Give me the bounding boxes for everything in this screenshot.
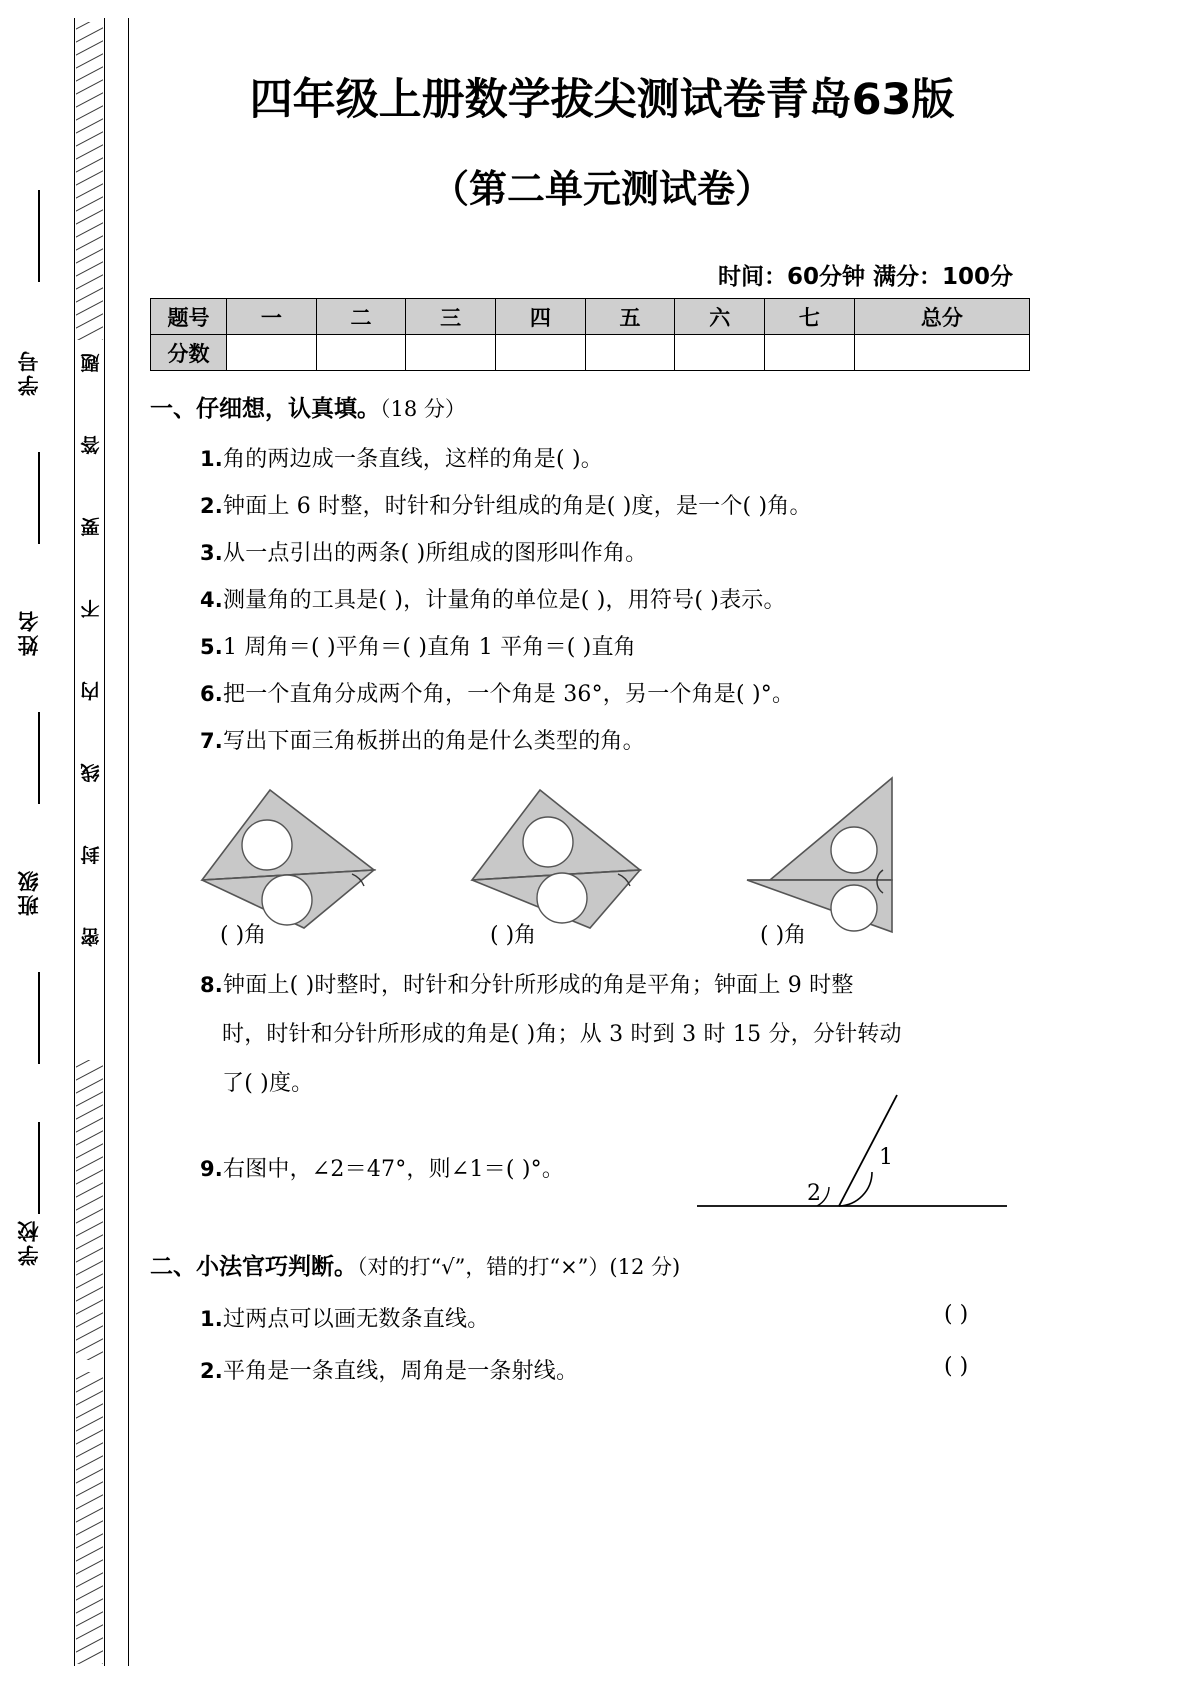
score-table-col-4: 五 <box>585 299 675 335</box>
question-1-1 <box>200 442 603 473</box>
question-1-8-line1 <box>200 968 854 999</box>
question-1-9 <box>200 1152 564 1183</box>
seal-label-student-number: 学号 <box>17 348 41 396</box>
score-cell-1[interactable] <box>316 335 406 371</box>
score-cell-6[interactable] <box>765 335 855 371</box>
question-1-8-text-3: 了( )度。 <box>222 1071 314 1096</box>
figure-label-2: ( )角 <box>490 923 537 948</box>
question-1-4 <box>200 583 786 614</box>
question-2-1-number: 1. <box>200 1307 223 1331</box>
question-2-2-text: 平角是一条直线，周角是一条射线。 <box>223 1359 579 1384</box>
question-1-4-number: 4. <box>200 588 223 612</box>
seal-rule-2 <box>38 452 40 544</box>
question-2-2-answer-blank[interactable]: ( ) <box>944 1354 969 1379</box>
seal-divider-line-1 <box>74 18 75 1666</box>
question-1-2 <box>200 489 812 520</box>
score-cell-5[interactable] <box>675 335 765 371</box>
seal-char-6: 封 <box>80 843 100 865</box>
question-2-1-answer-blank[interactable]: ( ) <box>944 1302 969 1327</box>
question-1-6 <box>200 677 794 708</box>
question-1-6-text: 把一个直角分成两个角，一个角是 36°，另一个角是( )°。 <box>223 682 795 707</box>
question-1-8-text-1: 钟面上( )时整时，时针和分针所形成的角是平角；钟面上 9 时整 <box>223 973 854 998</box>
question-1-5-number: 5. <box>200 635 223 659</box>
triangle-board-figure-3 <box>742 760 982 935</box>
score-table-col-6: 七 <box>765 299 855 335</box>
seal-char-0: 题 <box>80 351 100 373</box>
question-1-6-number: 6. <box>200 682 223 706</box>
seal-divider-line-3 <box>128 18 129 1666</box>
angle-label-2: 2 <box>807 1181 821 1206</box>
score-cell-4[interactable] <box>585 335 675 371</box>
seal-rule-4 <box>38 972 40 1064</box>
seal-rule-1 <box>38 190 40 282</box>
seal-char-3: 不 <box>80 597 100 619</box>
seal-char-2: 要 <box>80 515 100 537</box>
score-table-row-label-0: 题号 <box>151 299 227 335</box>
section-one-heading <box>150 390 466 423</box>
exam-sheet <box>142 0 1191 1684</box>
question-1-7 <box>200 724 645 755</box>
triangle-board-figure-2 <box>462 770 702 930</box>
section-two-points: （对的打“√”，错的打“×”）(12 分) <box>357 1255 681 1279</box>
section-two-heading <box>150 1248 680 1281</box>
score-table-col-0: 一 <box>227 299 317 335</box>
seal-rule-3 <box>38 712 40 804</box>
score-table-col-7: 总分 <box>854 299 1029 335</box>
score-table-score-row <box>151 335 1030 371</box>
score-table-col-2: 三 <box>406 299 496 335</box>
angle-label-1: 1 <box>879 1145 893 1170</box>
seal-char-4: 内 <box>80 679 100 701</box>
page-title: 四年级上册数学拔尖测试卷青岛63版 <box>249 75 955 125</box>
seal-hatch-top <box>76 22 103 340</box>
question-1-2-text: 钟面上 6 时整，时针和分针组成的角是( )度，是一个( )角。 <box>223 494 812 519</box>
seal-hatch-middle <box>76 1060 103 1360</box>
question-1-5-text: 1 周角＝( )平角＝( )直角 1 平角＝( )直角 <box>223 635 636 660</box>
figure-label-3: ( )角 <box>760 923 807 948</box>
section-one-points: （18 分） <box>380 397 466 421</box>
question-1-3-text: 从一点引出的两条( )所组成的图形叫作角。 <box>223 541 648 566</box>
question-1-3-number: 3. <box>200 541 223 565</box>
triangle-board-figure-1 <box>192 770 432 930</box>
score-table <box>150 298 1030 371</box>
section-one-title: 一、仔细想，认真填。 <box>150 396 380 422</box>
question-1-8-line3 <box>222 1066 313 1097</box>
question-1-1-number: 1. <box>200 447 223 471</box>
question-1-9-text: 右图中，∠2＝47°，则∠1＝( )°。 <box>223 1157 565 1182</box>
score-cell-7[interactable] <box>854 335 1029 371</box>
figure-label-1: ( )角 <box>220 923 267 948</box>
section-two-title: 二、小法官巧判断。 <box>150 1254 357 1280</box>
seal-label-name: 姓名 <box>17 608 41 656</box>
question-2-2 <box>200 1354 578 1385</box>
score-table-header-row <box>151 299 1030 335</box>
score-table-col-1: 二 <box>316 299 406 335</box>
score-table-col-3: 四 <box>496 299 586 335</box>
question-1-9-number: 9. <box>200 1157 223 1181</box>
question-1-2-number: 2. <box>200 494 223 518</box>
seal-label-school: 学校 <box>17 1218 41 1266</box>
question-2-1 <box>200 1302 489 1333</box>
page-subtitle: （第二单元测试卷） <box>430 167 773 211</box>
score-table-row-label-1: 分数 <box>151 335 227 371</box>
seal-margin <box>0 0 142 1684</box>
question-1-8-number: 8. <box>200 973 223 997</box>
question-1-7-number: 7. <box>200 729 223 753</box>
question-1-5 <box>200 630 636 661</box>
exam-meta: 时间：60分钟 满分：100分 <box>717 264 1013 290</box>
question-1-4-text: 测量角的工具是( )，计量角的单位是( )，用符号( )表示。 <box>223 588 786 613</box>
seal-divider-line-2 <box>104 18 105 1666</box>
seal-char-5: 线 <box>80 761 100 783</box>
score-table-col-5: 六 <box>675 299 765 335</box>
score-cell-0[interactable] <box>227 335 317 371</box>
seal-char-7: 密 <box>80 925 100 947</box>
score-cell-3[interactable] <box>496 335 586 371</box>
question-1-8-text-2: 时，时针和分针所形成的角是( )角；从 3 时到 3 时 15 分，分针转动 <box>222 1022 902 1047</box>
question-1-8-line2 <box>222 1017 902 1048</box>
seal-char-1: 答 <box>80 433 100 455</box>
question-2-2-number: 2. <box>200 1359 223 1383</box>
seal-rule-5 <box>38 1122 40 1214</box>
question-1-7-text: 写出下面三角板拼出的角是什么类型的角。 <box>223 729 645 754</box>
seal-hatch-bottom <box>76 1372 103 1664</box>
question-1-1-text: 角的两边成一条直线，这样的角是( )。 <box>223 447 603 472</box>
seal-label-class: 班级 <box>17 868 41 916</box>
score-cell-2[interactable] <box>406 335 496 371</box>
question-1-3 <box>200 536 647 567</box>
angle-diagram-question-9 <box>687 1088 1017 1223</box>
question-2-1-text: 过两点可以画无数条直线。 <box>223 1307 490 1332</box>
